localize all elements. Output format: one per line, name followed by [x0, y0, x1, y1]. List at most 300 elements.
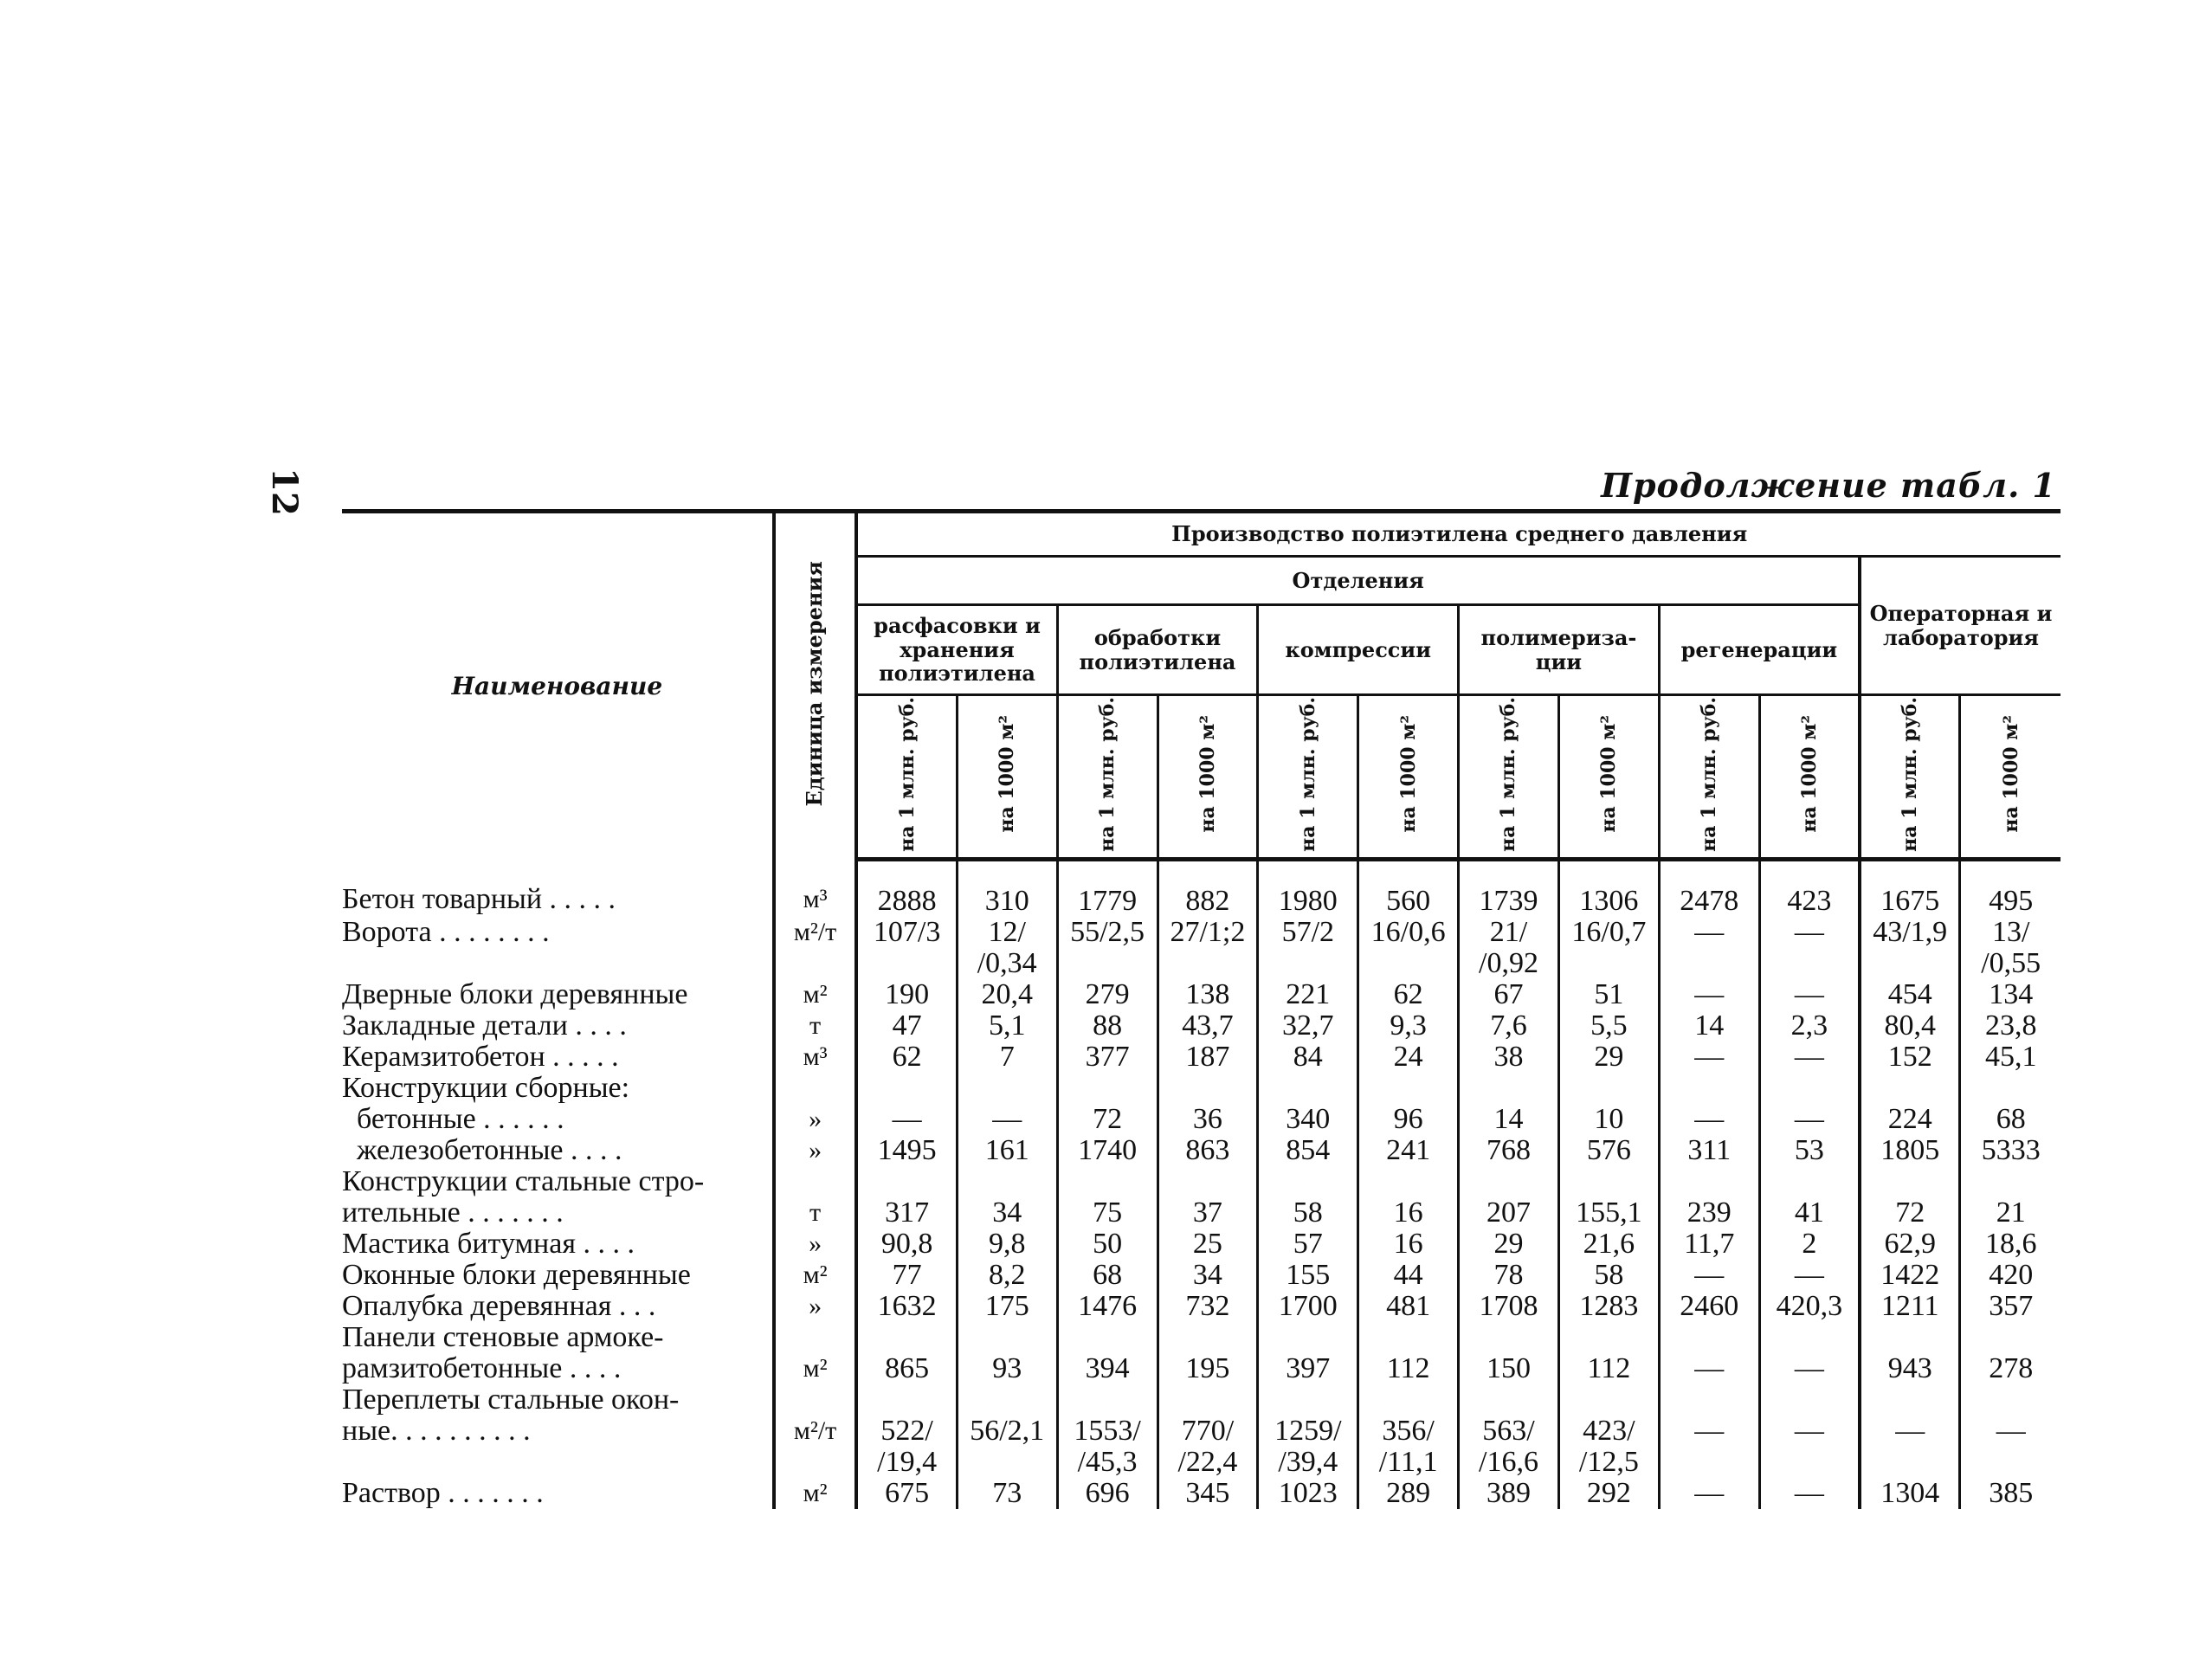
table-cell: 44 [1358, 1260, 1459, 1291]
table-cell: 221 [1258, 979, 1358, 1010]
subhead-cell [856, 695, 957, 860]
table-cell [1258, 1384, 1358, 1416]
table-cell: 175 [957, 1291, 1057, 1322]
table-cell: 420,3 [1759, 1291, 1860, 1322]
table-cell: 770/ /22,4 [1158, 1416, 1258, 1478]
subhead-cell [1358, 695, 1459, 860]
table-cell: 289 [1358, 1478, 1459, 1509]
table-row [342, 1229, 2060, 1260]
table-cell: 96 [1358, 1104, 1459, 1135]
table-cell [856, 1322, 957, 1353]
table-cell: 345 [1158, 1478, 1258, 1509]
table-cell [1960, 1322, 2060, 1353]
table-cell: 5,5 [1558, 1010, 1659, 1042]
row-name: железобетонные . . . . [342, 1134, 622, 1166]
table-cell: 195 [1158, 1353, 1258, 1384]
row-name: Мастика битумная . . . . [342, 1228, 635, 1260]
row-unit [774, 1073, 857, 1104]
row-name: Конструкции сборные: [342, 1072, 630, 1104]
table-cell: — [1860, 1416, 1960, 1478]
subhead-cell [1860, 695, 1960, 860]
table-cell: 356/ /11,1 [1358, 1416, 1459, 1478]
table-cell: — [1659, 1042, 1759, 1073]
table-cell: 495 [1960, 860, 2060, 918]
table-cell: 1211 [1860, 1291, 1960, 1322]
table-row [342, 1135, 2060, 1166]
header-production: Производство полиэтилена среднего давления [856, 512, 2060, 557]
table-cell [856, 1384, 957, 1416]
row-name: Керамзитобетон . . . . . [342, 1041, 619, 1073]
subhead-cell [957, 695, 1057, 860]
table-cell: 57 [1258, 1229, 1358, 1260]
table-cell: 1739 [1459, 860, 1559, 918]
table-cell: 161 [957, 1135, 1057, 1166]
table-cell: 2,3 [1759, 1010, 1860, 1042]
row-unit: м²/т [774, 917, 857, 979]
table-cell: — [1759, 1478, 1860, 1509]
table-cell: 1422 [1860, 1260, 1960, 1291]
table-cell: 21/ /0,92 [1459, 917, 1559, 979]
table-cell: 943 [1860, 1353, 1960, 1384]
table-row [342, 1166, 2060, 1197]
table-cell: 84 [1258, 1042, 1358, 1073]
table-cell: — [957, 1104, 1057, 1135]
header-name-cell [342, 512, 774, 860]
table-cell: 2 [1759, 1229, 1860, 1260]
table-cell [1358, 1384, 1459, 1416]
table-cell: 423 [1759, 860, 1860, 918]
subhead-cell [1459, 695, 1559, 860]
subhead-per-mln: на 1 млн. руб. [1899, 696, 1922, 852]
row-unit: т [774, 1010, 857, 1042]
table-cell: 1495 [856, 1135, 957, 1166]
table-cell: 423/ /12,5 [1558, 1416, 1659, 1478]
table-cell: 377 [1057, 1042, 1158, 1073]
header-departments: Отделения [856, 557, 1860, 605]
table-cell: 865 [856, 1353, 957, 1384]
row-unit: » [774, 1135, 857, 1166]
table-body [342, 860, 2060, 1510]
subhead-cell [1057, 695, 1158, 860]
table-cell: 241 [1358, 1135, 1459, 1166]
table-row [342, 979, 2060, 1010]
table-cell: — [1659, 979, 1759, 1010]
table-cell: 5333 [1960, 1135, 2060, 1166]
table-cell: 1632 [856, 1291, 957, 1322]
table-row [342, 1042, 2060, 1073]
table-cell: 107/3 [856, 917, 957, 979]
table-cell: 16 [1358, 1197, 1459, 1229]
table-cell: 696 [1057, 1478, 1158, 1509]
table-cell [1358, 1166, 1459, 1197]
subhead-per-1000: на 1000 м² [1999, 715, 2022, 834]
header-group-regeneration: регенерации [1659, 605, 1860, 695]
table-cell [1057, 1073, 1158, 1104]
row-unit: м² [774, 1260, 857, 1291]
table-cell: 522/ /19,4 [856, 1416, 957, 1478]
table-cell: 7 [957, 1042, 1057, 1073]
table-cell: 72 [1860, 1197, 1960, 1229]
table-cell: 75 [1057, 1197, 1158, 1229]
page-number: 12 [263, 468, 305, 516]
table-cell [1158, 1166, 1258, 1197]
table-cell [1960, 1166, 2060, 1197]
table-cell: 317 [856, 1197, 957, 1229]
table-cell: 279 [1057, 979, 1158, 1010]
table-row [342, 860, 2060, 918]
table-cell [1057, 1322, 1158, 1353]
header-name: Наименование [451, 671, 663, 700]
row-name: ные. . . . . . . . . . [342, 1415, 531, 1447]
table-cell: 16/0,6 [1358, 917, 1459, 979]
table-cell: — [1759, 1260, 1860, 1291]
table-cell: 1023 [1258, 1478, 1358, 1509]
table-cell: 155 [1258, 1260, 1358, 1291]
table-cell: 134 [1960, 979, 2060, 1010]
table-cell: 20,4 [957, 979, 1057, 1010]
table-cell: 38 [1459, 1042, 1559, 1073]
table-cell: 150 [1459, 1353, 1559, 1384]
row-unit: м² [774, 1478, 857, 1509]
table-cell: 9,8 [957, 1229, 1057, 1260]
table-cell: 340 [1258, 1104, 1358, 1135]
table-cell: 311 [1659, 1135, 1759, 1166]
table-cell: 57/2 [1258, 917, 1358, 979]
table-cell: 29 [1459, 1229, 1559, 1260]
table-cell [1459, 1322, 1559, 1353]
table-row [342, 1104, 2060, 1135]
table-cell [1558, 1166, 1659, 1197]
header-unit-cell [774, 512, 857, 860]
table-cell [1960, 1073, 2060, 1104]
row-unit: м² [774, 979, 857, 1010]
table-cell: 385 [1960, 1478, 2060, 1509]
table-cell [856, 1073, 957, 1104]
table-cell: 88 [1057, 1010, 1158, 1042]
table-cell: 7,6 [1459, 1010, 1559, 1042]
row-unit: м²/т [774, 1416, 857, 1478]
row-name: Конструкции стальные стро- [342, 1165, 705, 1197]
table-cell: — [1759, 1416, 1860, 1478]
table-cell: 58 [1258, 1197, 1358, 1229]
table-cell: 1779 [1057, 860, 1158, 918]
table-cell: 55/2,5 [1057, 917, 1158, 979]
table-cell: 768 [1459, 1135, 1559, 1166]
table-cell: 16 [1358, 1229, 1459, 1260]
subhead-per-mln: на 1 млн. руб. [1497, 696, 1520, 852]
table-cell: 1553/ /45,3 [1057, 1416, 1158, 1478]
table-cell [1258, 1322, 1358, 1353]
table-row [342, 1260, 2060, 1291]
row-name: Ворота . . . . . . . . [342, 916, 550, 948]
table-cell: — [1759, 1042, 1860, 1073]
table-cell: 481 [1358, 1291, 1459, 1322]
table-cell [1759, 1384, 1860, 1416]
table-cell: 576 [1558, 1135, 1659, 1166]
table-cell: 863 [1158, 1135, 1258, 1166]
table-cell [1459, 1166, 1559, 1197]
table-cell: 8,2 [957, 1260, 1057, 1291]
table-cell: 1740 [1057, 1135, 1158, 1166]
table-cell [1759, 1073, 1860, 1104]
header-group-compression: компрессии [1258, 605, 1459, 695]
subhead-per-1000: на 1000 м² [1396, 715, 1420, 834]
table-cell: 47 [856, 1010, 957, 1042]
table-cell [1057, 1166, 1158, 1197]
table-cell [1860, 1322, 1960, 1353]
table-cell: 36 [1158, 1104, 1258, 1135]
table-cell: — [1659, 1104, 1759, 1135]
table-cell: 854 [1258, 1135, 1358, 1166]
table-cell: 14 [1459, 1104, 1559, 1135]
table-cell: 25 [1158, 1229, 1258, 1260]
subhead-cell [1558, 695, 1659, 860]
table-cell: 53 [1759, 1135, 1860, 1166]
table-cell: 32,7 [1258, 1010, 1358, 1042]
table-cell: — [1659, 1478, 1759, 1509]
subhead-cell [1659, 695, 1759, 860]
table-cell [1358, 1322, 1459, 1353]
table-cell: 68 [1960, 1104, 2060, 1135]
subhead-cell [1258, 695, 1358, 860]
subhead-per-1000: на 1000 м² [1797, 715, 1821, 834]
table-cell: 43,7 [1158, 1010, 1258, 1042]
table-cell: 21,6 [1558, 1229, 1659, 1260]
table-cell: — [1659, 1353, 1759, 1384]
table-cell: 563/ /16,6 [1459, 1416, 1559, 1478]
subhead-per-mln: на 1 млн. руб. [1095, 696, 1119, 852]
subhead-per-1000: на 1000 м² [1196, 715, 1219, 834]
row-unit: м³ [774, 860, 857, 918]
table-cell: 27/1;2 [1158, 917, 1258, 979]
table-cell: 34 [1158, 1260, 1258, 1291]
table-cell: 187 [1158, 1042, 1258, 1073]
row-name: ительные . . . . . . . [342, 1196, 564, 1229]
subhead-per-mln: на 1 млн. руб. [895, 696, 919, 852]
row-name: Раствор . . . . . . . [342, 1477, 544, 1509]
table-cell: 155,1 [1558, 1197, 1659, 1229]
table-cell [1459, 1384, 1559, 1416]
subhead-per-mln: на 1 млн. руб. [1296, 696, 1319, 852]
table-cell [1960, 1384, 2060, 1416]
row-unit: м³ [774, 1042, 857, 1073]
table-cell: — [1759, 1104, 1860, 1135]
row-name: Закладные детали . . . . [342, 1009, 627, 1042]
table-cell [1659, 1384, 1759, 1416]
header-unit: Единица измерения [802, 561, 828, 807]
table-cell: 292 [1558, 1478, 1659, 1509]
table-cell: 78 [1459, 1260, 1559, 1291]
table-cell: 24 [1358, 1042, 1459, 1073]
table-cell: 10 [1558, 1104, 1659, 1135]
table-cell [1358, 1073, 1459, 1104]
row-unit [774, 1384, 857, 1416]
table-cell: 80,4 [1860, 1010, 1960, 1042]
table-cell: — [1960, 1416, 2060, 1478]
row-unit: » [774, 1104, 857, 1135]
table-row [342, 1073, 2060, 1104]
table-cell: 1675 [1860, 860, 1960, 918]
table-cell [1158, 1322, 1258, 1353]
table-cell: 23,8 [1960, 1010, 2060, 1042]
table-cell [1158, 1073, 1258, 1104]
table-cell: — [1759, 1353, 1860, 1384]
table-cell: 90,8 [856, 1229, 957, 1260]
table-cell: 2460 [1659, 1291, 1759, 1322]
table-cell [1759, 1322, 1860, 1353]
table-cell: 68 [1057, 1260, 1158, 1291]
table-cell [856, 1166, 957, 1197]
table-cell: 138 [1158, 979, 1258, 1010]
table-cell: 34 [957, 1197, 1057, 1229]
table-cell [957, 1384, 1057, 1416]
table-cell: — [1659, 917, 1759, 979]
table-cell [1860, 1073, 1960, 1104]
row-name: бетонные . . . . . . [342, 1103, 564, 1135]
table-cell [957, 1166, 1057, 1197]
table-cell: 9,3 [1358, 1010, 1459, 1042]
table-cell [1558, 1073, 1659, 1104]
table-row [342, 1197, 2060, 1229]
table-cell: 389 [1459, 1478, 1559, 1509]
table-cell: 1980 [1258, 860, 1358, 918]
data-table [342, 509, 2060, 1509]
table-cell [1659, 1166, 1759, 1197]
table-cell: 18,6 [1960, 1229, 2060, 1260]
table-cell: — [1659, 1416, 1759, 1478]
table-cell: 62,9 [1860, 1229, 1960, 1260]
row-name: Опалубка деревянная . . . [342, 1290, 656, 1322]
table-cell: 1283 [1558, 1291, 1659, 1322]
table-cell: 62 [856, 1042, 957, 1073]
table-cell: 93 [957, 1353, 1057, 1384]
table-cell: 224 [1860, 1104, 1960, 1135]
row-unit: м² [774, 1353, 857, 1384]
table-row [342, 1353, 2060, 1384]
table-cell: 14 [1659, 1010, 1759, 1042]
table-cell: 152 [1860, 1042, 1960, 1073]
table-cell: 21 [1960, 1197, 2060, 1229]
table-cell: 56/2,1 [957, 1416, 1057, 1478]
table-cell [1459, 1073, 1559, 1104]
table-cell: 51 [1558, 979, 1659, 1010]
table-cell: 11,7 [1659, 1229, 1759, 1260]
table-cell: 112 [1558, 1353, 1659, 1384]
table-cell: — [1659, 1260, 1759, 1291]
table-cell: 12/ /0,34 [957, 917, 1057, 979]
subhead-cell [1759, 695, 1860, 860]
table-cell: 67 [1459, 979, 1559, 1010]
row-unit [774, 1322, 857, 1353]
table-cell: 239 [1659, 1197, 1759, 1229]
row-unit: » [774, 1229, 857, 1260]
table-cell [1558, 1384, 1659, 1416]
table-cell: 310 [957, 860, 1057, 918]
subhead-cell [1158, 695, 1258, 860]
row-name: Панели стеновые армоке- [342, 1321, 664, 1353]
table-cell: 1708 [1459, 1291, 1559, 1322]
table-cell: 2888 [856, 860, 957, 918]
header-group-operator: Операторная и лаборатория [1860, 557, 2060, 695]
header-group-packing: расфасовки и хранения полиэтилена [856, 605, 1057, 695]
table-cell: 357 [1960, 1291, 2060, 1322]
table-cell: — [1759, 917, 1860, 979]
table-cell: 1259/ /39,4 [1258, 1416, 1358, 1478]
table-cell [957, 1073, 1057, 1104]
table-cell: 29 [1558, 1042, 1659, 1073]
table-cell: 1476 [1057, 1291, 1158, 1322]
table-row [342, 1384, 2060, 1416]
table-cell [1558, 1322, 1659, 1353]
table-row [342, 917, 2060, 979]
table-cell: 37 [1158, 1197, 1258, 1229]
table-cell: 1700 [1258, 1291, 1358, 1322]
table-cell: 190 [856, 979, 957, 1010]
table-cell: — [856, 1104, 957, 1135]
table-cell: 58 [1558, 1260, 1659, 1291]
table-cell [1860, 1166, 1960, 1197]
table-cell: 675 [856, 1478, 957, 1509]
table-cell: 5,1 [957, 1010, 1057, 1042]
table-row [342, 1322, 2060, 1353]
subhead-cell [1960, 695, 2060, 860]
table-cell: 13/ /0,55 [1960, 917, 2060, 979]
table-cell [1759, 1166, 1860, 1197]
table-cell [1057, 1384, 1158, 1416]
table-row [342, 1478, 2060, 1509]
table-cell [1258, 1073, 1358, 1104]
subhead-per-1000: на 1000 м² [996, 715, 1019, 834]
table-row [342, 1416, 2060, 1478]
row-unit: т [774, 1197, 857, 1229]
table-cell: 45,1 [1960, 1042, 2060, 1073]
row-unit: » [774, 1291, 857, 1322]
table-cell: 394 [1057, 1353, 1158, 1384]
table-cell: 50 [1057, 1229, 1158, 1260]
continuation-label: Продолжение табл. 1 [1601, 466, 2056, 505]
table-cell: 72 [1057, 1104, 1158, 1135]
row-name: рамзитобетонные . . . . [342, 1352, 622, 1384]
data-table-container [342, 509, 2060, 1531]
table-cell [1158, 1384, 1258, 1416]
table-cell: 207 [1459, 1197, 1559, 1229]
table-cell: 732 [1158, 1291, 1258, 1322]
table-row [342, 1291, 2060, 1322]
table-cell: 278 [1960, 1353, 2060, 1384]
header-group-polymerization: полимериза-ции [1459, 605, 1660, 695]
table-header [342, 512, 2060, 860]
row-unit [774, 1166, 857, 1197]
table-cell: 2478 [1659, 860, 1759, 918]
table-cell: 77 [856, 1260, 957, 1291]
table-cell [957, 1322, 1057, 1353]
table-cell: 560 [1358, 860, 1459, 918]
table-cell: 882 [1158, 860, 1258, 918]
row-name: Переплеты стальные окон- [342, 1384, 680, 1416]
header-group-processing: обработки полиэтилена [1057, 605, 1258, 695]
table-cell: 1306 [1558, 860, 1659, 918]
table-cell: 397 [1258, 1353, 1358, 1384]
subhead-per-mln: на 1 млн. руб. [1698, 696, 1721, 852]
table-cell: — [1759, 979, 1860, 1010]
table-cell: 112 [1358, 1353, 1459, 1384]
table-cell [1659, 1322, 1759, 1353]
row-name: Бетон товарный . . . . . [342, 882, 616, 915]
subhead-per-1000: на 1000 м² [1597, 715, 1621, 834]
table-cell [1659, 1073, 1759, 1104]
row-name: Оконные блоки деревянные [342, 1259, 691, 1291]
table-cell: 454 [1860, 979, 1960, 1010]
